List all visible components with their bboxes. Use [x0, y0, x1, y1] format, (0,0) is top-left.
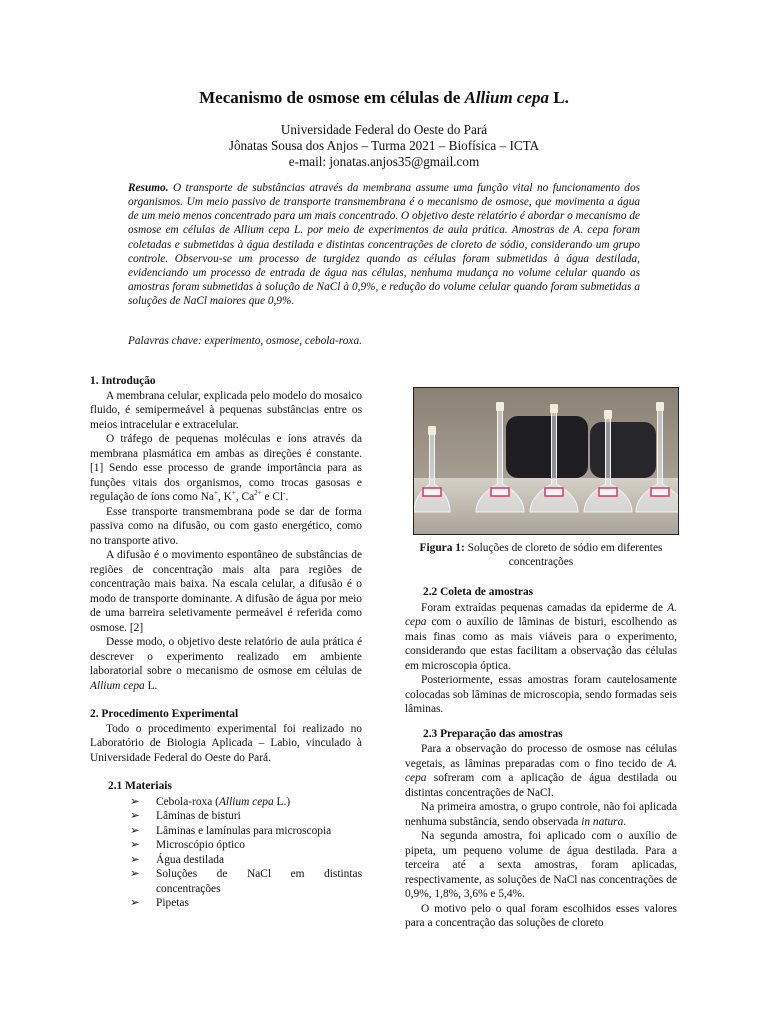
spacer — [405, 717, 677, 727]
text-run: Água destilada — [156, 853, 225, 866]
superscript: - — [283, 489, 286, 498]
text-run: Na primeira amostra, o grupo controle, não foi aplicada nenhuma substância, sendo observada — [405, 801, 677, 828]
affiliation-block — [0, 122, 768, 170]
section-heading-preparation: 2.3 Preparação das amostras — [423, 727, 563, 740]
intro-paragraph-1: A membrana celular, explicada pelo modelo do mosaico fluido, é semipermeável à pequenas substâncias entre os meios intracelular e extracelular. — [90, 389, 362, 431]
flask-stopper — [496, 402, 504, 411]
keywords: Palavras chave: experimento, osmose, cebola-roxa. — [128, 335, 362, 347]
arrow-bullet-icon: ➢ — [130, 868, 140, 880]
list-item — [130, 824, 362, 839]
left-column — [90, 374, 362, 911]
arrow-bullet-icon: ➢ — [130, 810, 140, 822]
text-run: Foram extraídas pequenas camadas da epiderme de — [421, 601, 668, 614]
paper-title — [0, 88, 768, 108]
species-name: Allium cepa — [90, 679, 145, 692]
text-run: Lâminas e lamínulas para microscopia — [156, 824, 332, 837]
text-run: , Ca — [235, 491, 255, 503]
flask-label — [491, 488, 509, 496]
text-run: . — [285, 491, 289, 503]
preparation-paragraph-3: Na segunda amostra, foi aplicado com o auxílio de pipeta, um pequeno volume de água destilada. Para a terceira até a sexta amostras, foram aplicadas, respectivamente, as soluções de NaCl nas concentrações de 0,9%, 1,8%, 3,6% e 5,4%. — [405, 830, 677, 900]
collection-paragraph-2: Posteriormente, essas amostras foram cautelosamente colocadas sob lâminas de microscopia, sendo formadas seis lâminas. — [405, 674, 677, 715]
figure-caption-text: Soluções de cloreto de sódio em diferentes concentrações — [464, 542, 663, 568]
text-run: . — [623, 815, 627, 828]
text-run: com o auxílio de lâminas de bisturi, escolhendo as mais finas como as mais viáveis para o experimento, considerando que estas facilitam a observação das células em microscopia óptica. — [405, 616, 677, 672]
arrow-bullet-icon: ➢ — [130, 824, 140, 837]
list-item — [130, 853, 362, 868]
superscript: + — [231, 489, 236, 498]
arrow-bullet-icon: ➢ — [130, 839, 140, 851]
university: Universidade Federal do Oeste do Pará — [280, 122, 488, 137]
flask-label — [651, 488, 669, 496]
preparation-paragraph-1 — [405, 742, 677, 800]
intro-paragraph-4: A difusão é o movimento espontâneo de substâncias de regiões de concentração mais alta para regiões de concentração mais baixa. Na escala celular, a difusão é o modo de transporte dominante. A difusão de água por meio de uma barreira seletivamente permeável é referida como osmose. [2] — [90, 549, 362, 634]
intro-paragraph-5 — [90, 635, 362, 693]
list-item — [130, 795, 362, 810]
flask-label — [423, 488, 441, 496]
spacer — [90, 765, 362, 779]
section-heading-procedure: 2. Procedimento Experimental — [90, 708, 239, 720]
chair-shape — [506, 416, 588, 478]
chair-shape — [590, 422, 656, 478]
superscript: 2+ — [254, 489, 262, 498]
section-heading-introduction: 1. Introdução — [90, 375, 156, 387]
arrow-bullet-icon: ➢ — [130, 795, 140, 808]
flask-stopper — [428, 426, 436, 435]
arrow-bullet-icon: ➢ — [130, 853, 140, 866]
flask-stopper — [550, 404, 558, 413]
species-name: A. cepa — [405, 757, 677, 784]
text-run: Lâminas de bisturi — [156, 810, 241, 822]
procedure-paragraph: Todo o procedimento experimental foi realizado no Laboratório de Biologia Aplicada – Labio, vinculado à Universidade Federal do Oeste do Pará. — [90, 722, 362, 764]
text-run: Para a observação do processo de osmose nas células vegetais, as lâminas preparadas com o fino tecido de — [405, 743, 677, 770]
preparation-paragraph-2 — [405, 800, 677, 829]
abstract — [128, 181, 640, 308]
spacer — [90, 693, 362, 707]
flask-label — [545, 488, 563, 496]
text-run: sofreram com a aplicação de água destilada ou distintas concentrações de NaCl. — [405, 772, 677, 799]
flask-stopper — [604, 410, 612, 419]
flask-stopper — [656, 402, 664, 411]
list-item — [130, 838, 362, 853]
figure-flasks-photo — [413, 387, 679, 535]
flasks-photo-illustration — [414, 388, 678, 534]
abstract-text: O transporte de substâncias através da membrana assume uma função vital no funcionamento dos organismos. Um meio passivo de transporte transmembrana é o mecanismo de osmose, que movimenta a água de um meio menos concentrado para um mais concentrado. O objetivo deste relatório é abordar o mecanismo de osmose em células de Allium cepa L. por meio de experimentos de aula prática. Amostras de A. cepa foram coletadas e submetidas à água destilada e distintas concentrações de cloreto de sódio, considerando um grupo controle. Observou-se um processo de turgidez quando as células foram submetidas à água destilada, evidenciando um processo de entrada de água nas células, nenhuma mudança no volume celular quando as amostras foram submetidas à solução de NaCl à 0,9%, e redução do volume celular quando foram submetidas a soluções de NaCl maiores que 0,9%. — [128, 182, 640, 308]
list-item — [130, 867, 362, 896]
section-heading-collection: 2.2 Coleta de amostras — [423, 586, 534, 598]
author-line: Jônatas Sousa dos Anjos – Turma 2021 – Biofísica – ICTA — [228, 138, 540, 153]
author-email: e-mail: jonatas.anjos35@gmail.com — [288, 154, 480, 169]
abstract-label: Resumo. — [128, 182, 169, 194]
intro-paragraph-3: Esse transporte transmembrana pode se dar de forma passiva como na difusão, ou com gasto energético, como no transporte ativo. — [90, 505, 362, 547]
figure-label: Figura 1: — [419, 542, 465, 554]
text-run: , K — [217, 491, 232, 503]
title-text: Mecanismo de osmose em células de — [199, 88, 465, 107]
materials-list — [90, 795, 362, 911]
text-run: Desse modo, o objetivo deste relatório de aula prática é descrever o experimento realizado em ambiente laboratorial sobre o mecanismo de osmose em células de — [90, 636, 362, 677]
species-name: Allium cepa — [218, 795, 274, 808]
text-run: Cebola-roxa ( — [156, 795, 219, 808]
section-heading-materials: 2.1 Materiais — [108, 780, 172, 792]
collection-paragraph-1 — [405, 601, 677, 674]
text-run: O tráfego de pequenas moléculas e íons através da membrana plasmática em ambas as direções é constante. [1] Sendo esse processo de grande importância para as funções vitais dos organismos, como trocas gasosas e regulação de íons como Na — [90, 433, 362, 503]
arrow-bullet-icon: ➢ — [130, 897, 140, 909]
intro-paragraph-2 — [90, 432, 362, 505]
text-run: L. — [144, 679, 158, 692]
list-item — [130, 809, 362, 824]
text-run: Soluções de NaCl em distintas concentrações — [156, 868, 362, 895]
text-run: e Cl — [261, 491, 284, 503]
flask-label — [599, 488, 617, 496]
text-run: Pipetas — [156, 897, 189, 909]
title-suffix: L. — [549, 88, 569, 107]
figure-caption — [405, 541, 677, 569]
text-run: Microscópio óptico — [156, 839, 245, 851]
right-column — [405, 387, 677, 931]
title-species: Allium cepa — [464, 88, 550, 107]
preparation-paragraph-4: O motivo pelo o qual foram escolhidos esses valores para a concentração das soluções de cloreto — [405, 902, 677, 929]
superscript: + — [213, 489, 218, 498]
list-item — [130, 896, 362, 911]
italic-term: in natura — [581, 815, 624, 828]
text-run: L.) — [273, 795, 291, 808]
species-name: A. cepa — [405, 601, 677, 628]
